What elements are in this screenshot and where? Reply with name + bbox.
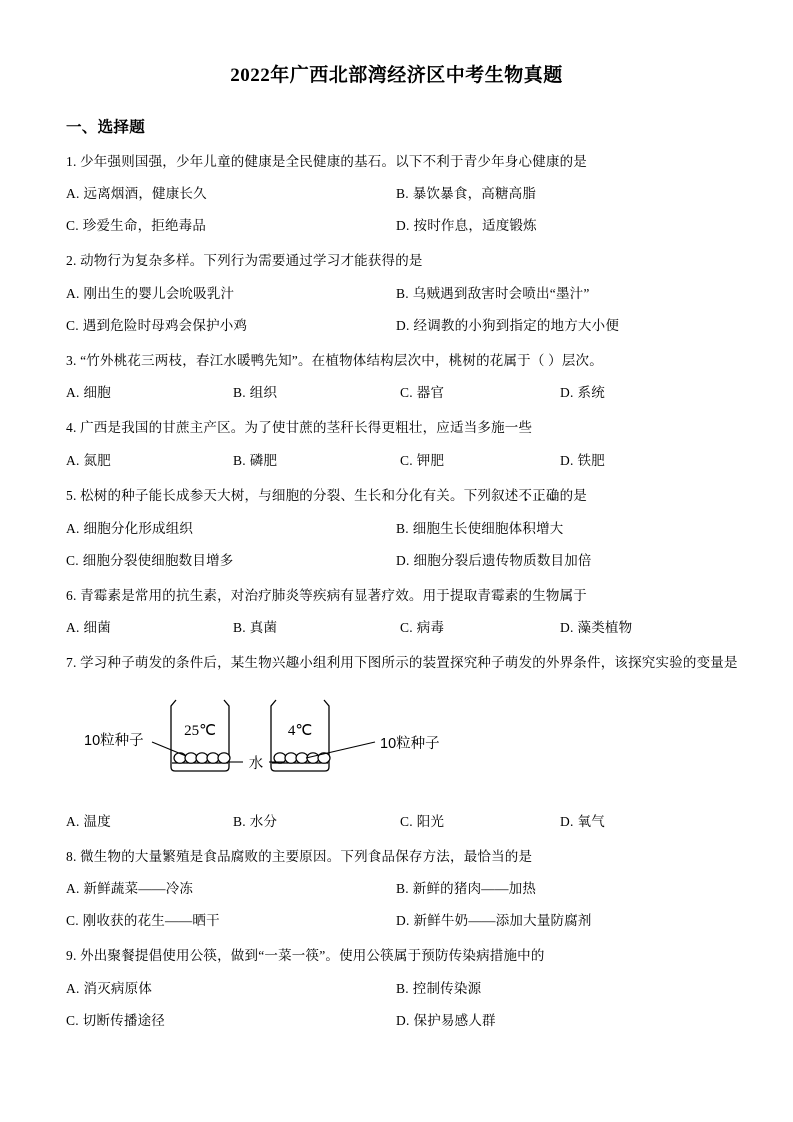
question-stem xyxy=(66,485,738,507)
option-letter: A. xyxy=(66,186,80,202)
option-b[interactable] xyxy=(233,451,277,471)
option-list xyxy=(66,519,738,571)
stem-text-before: 5. 松树的种子能长成参天大树，与细胞的分裂、生长和分化有关。下列叙述 xyxy=(66,488,519,504)
option-text: 细胞 xyxy=(83,385,111,401)
stem-text-after: 的是 xyxy=(559,488,588,504)
option-letter: B. xyxy=(233,385,246,401)
question-8 xyxy=(0,846,793,932)
question-stem: 6. 青霉素是常用的抗生素，对治疗肺炎等疾病有显著疗效。用于提取青霉素的生物属于 xyxy=(66,587,587,603)
option-text: 按时作息，适度锻炼 xyxy=(413,218,537,234)
option-b[interactable] xyxy=(396,979,481,999)
option-text: 刚出生的婴儿会吮吸乳汁 xyxy=(83,285,235,301)
right-callout-leader-line xyxy=(306,742,375,758)
option-b[interactable] xyxy=(233,812,277,832)
option-letter: C. xyxy=(66,1013,79,1029)
option-c[interactable] xyxy=(400,451,444,471)
option-row xyxy=(66,1011,738,1031)
option-c[interactable] xyxy=(400,618,444,638)
option-text: 藻类植物 xyxy=(577,620,633,636)
option-d[interactable] xyxy=(396,911,592,931)
question-6 xyxy=(0,585,793,639)
option-row xyxy=(66,451,738,471)
option-row xyxy=(66,519,738,539)
question-1 xyxy=(0,151,793,237)
option-a[interactable] xyxy=(66,979,152,999)
option-text: 氧气 xyxy=(577,813,605,829)
page-title: 2022年广西北部湾经济区中考生物真题 xyxy=(230,65,563,86)
option-d[interactable] xyxy=(396,316,619,336)
option-text: 细胞分化形成组织 xyxy=(83,520,194,536)
option-letter: A. xyxy=(66,520,80,536)
option-b[interactable] xyxy=(233,383,277,403)
option-text: 细菌 xyxy=(83,620,111,636)
option-d[interactable] xyxy=(396,1011,496,1031)
option-letter: A. xyxy=(66,981,80,997)
option-letter: A. xyxy=(66,620,80,636)
question-stem: 9. 外出聚餐提倡使用公筷，做到“一菜一筷”。使用公筷属于预防传染病措施中的 xyxy=(66,948,545,964)
option-letter: C. xyxy=(400,385,413,401)
right-beaker-temperature-label: 4℃ xyxy=(287,722,313,739)
question-2 xyxy=(0,250,793,336)
option-letter: B. xyxy=(233,813,246,829)
option-text: 经调教的小狗到指定的地方大小便 xyxy=(413,317,620,333)
left-callout-leader-line xyxy=(152,742,186,756)
option-text: 乌贼遇到敌害时会喷出“墨汁” xyxy=(412,285,590,301)
option-row xyxy=(66,879,738,899)
option-text: 刚收获的花生——晒干 xyxy=(82,913,220,929)
option-letter: C. xyxy=(400,453,413,469)
question-stem: 1. 少年强则国强，少年儿童的健康是全民健康的基石。以下不利于青少年身心健康的是 xyxy=(66,153,587,169)
option-letter: C. xyxy=(66,913,79,929)
left-beaker-temperature-label: 25℃ xyxy=(184,722,216,739)
option-text: 系统 xyxy=(577,385,605,401)
option-d[interactable] xyxy=(560,812,605,832)
option-text: 暴饮暴食，高糖高脂 xyxy=(412,186,537,202)
option-list xyxy=(66,979,738,1031)
option-b[interactable] xyxy=(233,618,277,638)
option-d[interactable] xyxy=(560,383,605,403)
seed-germination-figure xyxy=(0,692,793,800)
option-letter: D. xyxy=(560,385,574,401)
question-stem: 7. 学习种子萌发的条件后，某生物兴趣小组利用下图所示的装置探究种子萌发的外界条件，该探究实验的变量是 xyxy=(66,655,738,671)
option-text: 真菌 xyxy=(249,620,278,636)
option-letter: B. xyxy=(396,981,409,997)
option-letter: D. xyxy=(560,620,574,636)
option-text: 细胞分裂使细胞数目增多 xyxy=(82,552,234,568)
option-list xyxy=(66,812,738,832)
option-letter: C. xyxy=(66,552,79,568)
option-row xyxy=(66,284,738,304)
option-text: 切断传播途径 xyxy=(82,1013,165,1029)
option-c[interactable] xyxy=(66,216,206,236)
option-row xyxy=(66,812,738,832)
option-c[interactable] xyxy=(400,383,444,403)
option-letter: B. xyxy=(396,520,409,536)
left-seed-callout-label: 10粒种子 xyxy=(84,732,144,749)
question-5 xyxy=(0,485,793,571)
option-d[interactable] xyxy=(396,216,537,236)
option-letter: A. xyxy=(66,285,80,301)
option-letter: B. xyxy=(396,285,409,301)
option-c[interactable] xyxy=(400,812,444,832)
option-row xyxy=(66,216,738,236)
option-letter: D. xyxy=(560,453,574,469)
option-text: 新鲜牛奶——添加大量防腐剂 xyxy=(413,913,592,929)
option-text: 水分 xyxy=(249,813,278,829)
right-seed-callout-label: 10粒种子 xyxy=(380,735,440,752)
option-list xyxy=(66,879,738,931)
option-a[interactable] xyxy=(66,184,207,204)
option-text: 钾肥 xyxy=(416,453,445,469)
question-4 xyxy=(0,417,793,471)
option-letter: A. xyxy=(66,385,80,401)
option-text: 新鲜的猪肉——加热 xyxy=(412,881,537,897)
option-letter: C. xyxy=(66,218,79,234)
option-letter: C. xyxy=(66,317,79,333)
option-text: 控制传染源 xyxy=(412,981,482,997)
option-letter: D. xyxy=(396,317,410,333)
option-list xyxy=(66,184,738,236)
option-text: 磷肥 xyxy=(249,453,278,469)
option-text: 新鲜蔬菜——冷冻 xyxy=(83,881,194,897)
option-row xyxy=(66,618,738,638)
option-text: 阳光 xyxy=(416,813,445,829)
option-text: 珍爱生命，拒绝毒品 xyxy=(82,218,207,234)
option-a[interactable] xyxy=(66,812,111,832)
option-b[interactable] xyxy=(396,519,563,539)
option-letter: A. xyxy=(66,881,80,897)
option-c[interactable] xyxy=(66,911,220,931)
option-c[interactable] xyxy=(66,316,247,336)
option-row xyxy=(66,184,738,204)
option-letter: A. xyxy=(66,453,80,469)
option-text: 氮肥 xyxy=(83,453,111,469)
option-list xyxy=(66,284,738,336)
option-b[interactable] xyxy=(396,184,536,204)
option-letter: D. xyxy=(396,552,410,568)
question-stem: 8. 微生物的大量繁殖是食品腐败的主要原因。下列食品保存方法，最恰当的是 xyxy=(66,848,533,864)
option-text: 远离烟酒，健康长久 xyxy=(83,186,207,202)
option-list xyxy=(66,451,738,471)
option-letter: D. xyxy=(396,913,410,929)
option-b[interactable] xyxy=(396,879,536,899)
option-c[interactable] xyxy=(66,1011,165,1031)
option-text: 细胞分裂后遗传物质数目加倍 xyxy=(413,552,592,568)
option-text: 器官 xyxy=(416,385,445,401)
option-row xyxy=(66,551,738,571)
question-9 xyxy=(0,945,793,1031)
option-a[interactable] xyxy=(66,451,111,471)
option-list xyxy=(66,618,738,638)
question-3 xyxy=(0,350,793,404)
option-letter: D. xyxy=(396,218,410,234)
question-stem: 4. 广西是我国的甘蔗主产区。为了使甘蔗的茎秆长得更粗壮，应适当多施一些 xyxy=(66,420,533,436)
option-row xyxy=(66,979,738,999)
option-d[interactable] xyxy=(560,618,632,638)
option-letter: B. xyxy=(233,620,246,636)
question-7 xyxy=(0,652,793,832)
option-letter: B. xyxy=(396,186,409,202)
option-c[interactable] xyxy=(66,551,233,571)
option-text: 病毒 xyxy=(416,620,445,636)
option-a[interactable] xyxy=(66,879,193,899)
option-letter: C. xyxy=(400,620,413,636)
option-a[interactable] xyxy=(66,618,111,638)
option-row xyxy=(66,316,738,336)
question-stem: 3. “竹外桃花三两枝，春江水暖鸭先知”。在植物体结构层次中，桃树的花属于（ ）层次。 xyxy=(66,352,603,368)
option-b[interactable] xyxy=(396,284,590,304)
option-letter: C. xyxy=(400,813,413,829)
option-text: 细胞生长使细胞体积增大 xyxy=(412,520,564,536)
option-letter: B. xyxy=(396,881,409,897)
option-letter: D. xyxy=(396,1013,410,1029)
option-d[interactable] xyxy=(396,551,592,571)
option-text: 消灭病原体 xyxy=(83,981,153,997)
option-row xyxy=(66,383,738,403)
option-text: 温度 xyxy=(83,813,111,829)
section-heading: 一、选择题 xyxy=(66,118,146,136)
option-a[interactable] xyxy=(66,284,234,304)
option-d[interactable] xyxy=(560,451,605,471)
option-text: 保护易感人群 xyxy=(413,1013,496,1029)
option-text: 组织 xyxy=(249,385,278,401)
option-letter: B. xyxy=(233,453,246,469)
question-stem: 2. 动物行为复杂多样。下列行为需要通过学习才能获得的是 xyxy=(66,253,423,269)
option-a[interactable] xyxy=(66,383,111,403)
option-text: 铁肥 xyxy=(577,453,605,469)
option-list xyxy=(66,383,738,403)
water-label: 水 xyxy=(248,755,264,772)
option-row xyxy=(66,911,738,931)
option-a[interactable] xyxy=(66,519,193,539)
option-text: 遇到危险时母鸡会保护小鸡 xyxy=(82,317,248,333)
emphasis-text: 不正确 xyxy=(519,488,560,506)
option-letter: A. xyxy=(66,813,80,829)
option-letter: D. xyxy=(560,813,574,829)
